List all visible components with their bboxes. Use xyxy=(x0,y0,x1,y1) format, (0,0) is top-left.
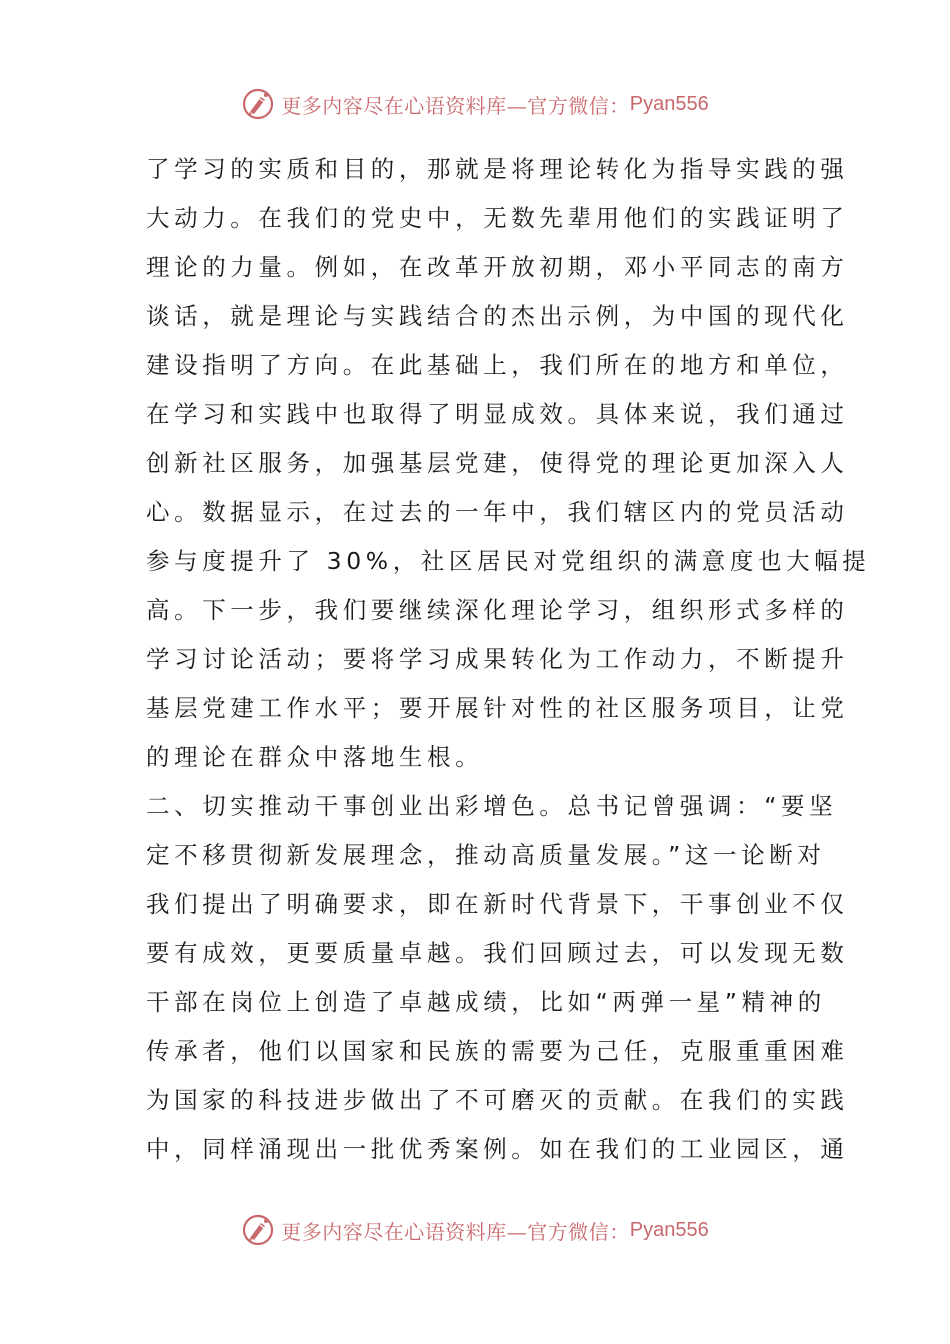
text-line: 要有成效，更要质量卓越。我们回顾过去，可以发现无数 xyxy=(146,939,849,967)
text-line: 我们提出了明确要求，即在新时代背景下，干事创业不仅 xyxy=(146,890,849,918)
text-line: 为国家的科技进步做出了不可磨灭的贡献。在我们的实践 xyxy=(146,1086,849,1114)
text-line: 创新社区服务，加强基层党建，使得党的理论更加深入人 xyxy=(146,449,849,477)
text-line: 谈话，就是理论与实践结合的杰出示例，为中国的现代化 xyxy=(146,302,849,330)
footer-watermark xyxy=(0,1208,950,1252)
pen-nib-logo-icon xyxy=(241,1213,275,1247)
text-line: 了学习的实质和目的，那就是将理论转化为指导实践的强 xyxy=(146,155,849,183)
header-wechat-id: Pyan556 xyxy=(629,92,709,115)
text-line: 基层党建工作水平；要开展针对性的社区服务项目，让党 xyxy=(146,694,849,722)
footer-watermark-text: 更多内容尽在心语资料库—官方微信： xyxy=(281,1219,630,1244)
pen-nib-logo-icon xyxy=(241,87,275,121)
text-line: 心。数据显示，在过去的一年中，我们辖区内的党员活动 xyxy=(146,498,849,526)
text-line: 的理论在群众中落地生根。 xyxy=(146,743,484,771)
header-watermark xyxy=(0,82,950,126)
text-line: 大动力。在我们的党史中，无数先辈用他们的实践证明了 xyxy=(146,204,849,232)
text-line: 传承者，他们以国家和民族的需要为己任，克服重重困难 xyxy=(146,1037,849,1065)
text-line: 高。下一步，我们要继续深化理论学习，组织形式多样的 xyxy=(146,596,849,624)
text-line: 学习讨论活动；要将学习成果转化为工作动力，不断提升 xyxy=(146,645,849,673)
text-line: 参与度提升了 30%，社区居民对党组织的满意度也大幅提 xyxy=(146,547,871,575)
header-watermark-text: 更多内容尽在心语资料库—官方微信： xyxy=(281,93,630,118)
text-line: 二、切实推动干事创业出彩增色。总书记曾强调：“要坚 xyxy=(146,792,838,820)
text-line: 理论的力量。例如，在改革开放初期，邓小平同志的南方 xyxy=(146,253,849,281)
text-line: 中，同样涌现出一批优秀案例。如在我们的工业园区，通 xyxy=(146,1135,849,1163)
text-line: 定不移贯彻新发展理念，推动高质量发展。”这一论断对 xyxy=(146,841,826,869)
text-line: 干部在岗位上创造了卓越成绩，比如“两弹一星”精神的 xyxy=(146,988,826,1016)
text-line: 建设指明了方向。在此基础上，我们所在的地方和单位， xyxy=(146,351,849,379)
body-text xyxy=(146,145,871,1174)
text-line: 在学习和实践中也取得了明显成效。具体来说，我们通过 xyxy=(146,400,849,428)
footer-wechat-id: Pyan556 xyxy=(629,1218,709,1241)
